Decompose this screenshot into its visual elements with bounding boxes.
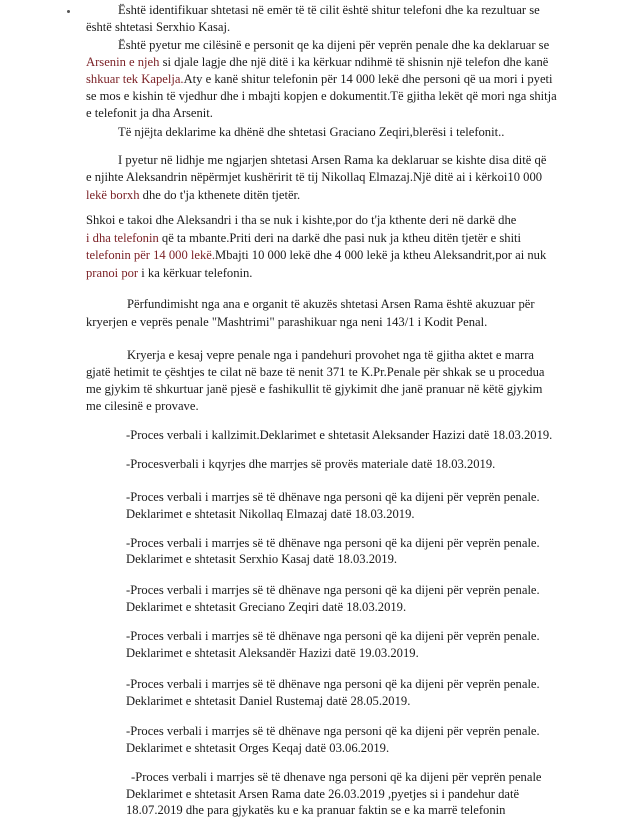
text-line [86, 55, 548, 70]
evidence-item: -Proces verbali i kallzimit.Deklarimet e shtetasit Aleksander Hazizi datë 18.03.2019. [126, 428, 553, 442]
evidence-item: -Proces verbali i marrjes së të dhënave nga personi që ka dijeni për veprën penale. [126, 583, 540, 597]
scan-speck [67, 10, 70, 13]
evidence-item-detail: 18.07.2019 dhe para gjykatës ku e ka pranuar faktin se e ka marrë telefonin [126, 803, 506, 817]
text-span: Mbajti 10 000 lekë dhe 4 000 lekë ja ktheu Aleksandrit,por ai nuk [215, 248, 547, 262]
text-line: Është pyetur me cilësinë e personit qe ka dijeni për veprën penale dhe ka deklaruar se [118, 38, 550, 52]
evidence-item: -Proces verbali i marrjes së të dhënave nga personi që ka dijeni për veprën penale. [126, 629, 540, 643]
evidence-item-detail: Deklarimet e shtetasit Orges Keqaj datë 03.06.2019. [126, 741, 390, 755]
text-line: e njihte Aleksandrin nëpërmjet kushëririt të tij Nikollaq Elmazaj.Një ditë ai i kërkoi10 000 [86, 170, 543, 184]
text-span: Aty e kanë shitur telefonin për 14 000 lekë dhe personi që ua mori i pyeti [183, 72, 553, 86]
evidence-item-detail: Deklarimet e shtetasit Nikollaq Elmazaj datë 18.03.2019. [126, 507, 415, 521]
highlighted-text: i dha telefonin [86, 231, 159, 245]
text-line: Kryerja e kesaj vepre penale nga i pandehuri provohet nga të gjitha aktet e marra [127, 348, 535, 362]
evidence-item: -Proces verbali i marrjes së të dhënave nga personi që ka dijeni për veprën penale. [126, 677, 540, 691]
highlighted-text: shkuar tek Kapelja. [86, 72, 184, 86]
text-line: Të njëjta deklarime ka dhënë dhe shtetasi Graciano Zeqiri,blerësi i telefonit.. [118, 125, 505, 139]
text-line: se mos e kishin të vjedhur dhe i mbajti kopjen e dokumentit.Të gjitha lekët që mori nga shitja [86, 89, 557, 103]
text-line [86, 72, 553, 87]
text-line: I pyetur në lidhje me ngjarjen shtetasi Arsen Rama ka deklaruar se kishte disa ditë që [118, 153, 547, 167]
text-line [86, 231, 521, 246]
highlighted-text: lekë borxh [86, 188, 140, 202]
text-line: me cilesinë e provave. [86, 399, 199, 413]
evidence-item-detail: Deklarimet e shtetasit Aleksandër Hazizi datë 19.03.2019. [126, 646, 419, 660]
text-span: që ta mbante.Priti deri na darkë dhe pasi nuk ja ktheu ditën tjetër e shiti [158, 231, 522, 245]
text-span: i ka kërkuar telefonin. [138, 266, 253, 280]
text-line [86, 266, 252, 281]
text-line: Shkoi e takoi dhe Aleksandri i tha se nuk i kishte,por do t'ja kthente deri në darkë dhe [86, 213, 517, 227]
text-line: e telefonit ja dha Arsenit. [86, 106, 213, 120]
highlighted-text: Arsenin e njeh [86, 55, 160, 69]
evidence-item: -Procesverbali i kqyrjes dhe marrjes së provës materiale datë 18.03.2019. [126, 457, 496, 471]
text-line: Përfundimisht nga ana e organit të akuzës shtetasi Arsen Rama është akuzuar për [127, 297, 535, 311]
text-line: Është identifikuar shtetasi në emër të të cilit është shitur telefoni dhe ka rezultuar se [118, 3, 540, 17]
text-span: si djale lagje dhe një ditë i ka kërkuar ndihmë të shisnin një telefon dhe kanë [159, 55, 549, 69]
text-span: dhe do t'ja kthenete ditën tjetër. [139, 188, 301, 202]
evidence-item-detail: Deklarimet e shtetasit Greciano Zeqiri datë 18.03.2019. [126, 600, 407, 614]
evidence-item: -Proces verbali i marrjes së të dhënave nga personi që ka dijeni për veprën penale. [126, 724, 540, 738]
text-line: me gjykim të shkurtuar janë pjesë e fashikullit të gjykimit dhe janë pranuar në këtë gjykim [86, 382, 543, 396]
text-line: gjatë hetimit te çështjes te cilat në baze të nenit 371 te K.Pr.Penale për shkak se u procedua [86, 365, 545, 379]
highlighted-text: pranoi por [86, 266, 139, 280]
text-line [86, 248, 546, 263]
text-line: kryerjen e veprës penale "Mashtrimi" parashikuar nga neni 143/1 i Kodit Penal. [86, 315, 488, 329]
evidence-item: -Proces verbali i marrjes së të dhënave nga personi që ka dijeni për veprën penale. [126, 490, 540, 504]
highlighted-text: telefonin për 14 000 lekë. [86, 248, 216, 262]
evidence-item-detail: Deklarimet e shtetasit Arsen Rama date 26.03.2019 ,pyetjes si i pandehur datë [126, 787, 520, 801]
evidence-item: -Proces verbali i marrjes së të dhënave nga personi që ka dijeni për veprën penale. [126, 536, 540, 550]
evidence-item: -Proces verbali i marrjes së të dhenave nga personi që ka dijeni për veprën penale [131, 770, 542, 784]
text-line [86, 188, 300, 203]
text-line: është shtetasi Serxhio Kasaj. [86, 20, 231, 34]
evidence-item-detail: Deklarimet e shtetasit Daniel Rustemaj datë 28.05.2019. [126, 694, 411, 708]
evidence-item-detail: Deklarimet e shtetasit Serxhio Kasaj datë 18.03.2019. [126, 552, 398, 566]
